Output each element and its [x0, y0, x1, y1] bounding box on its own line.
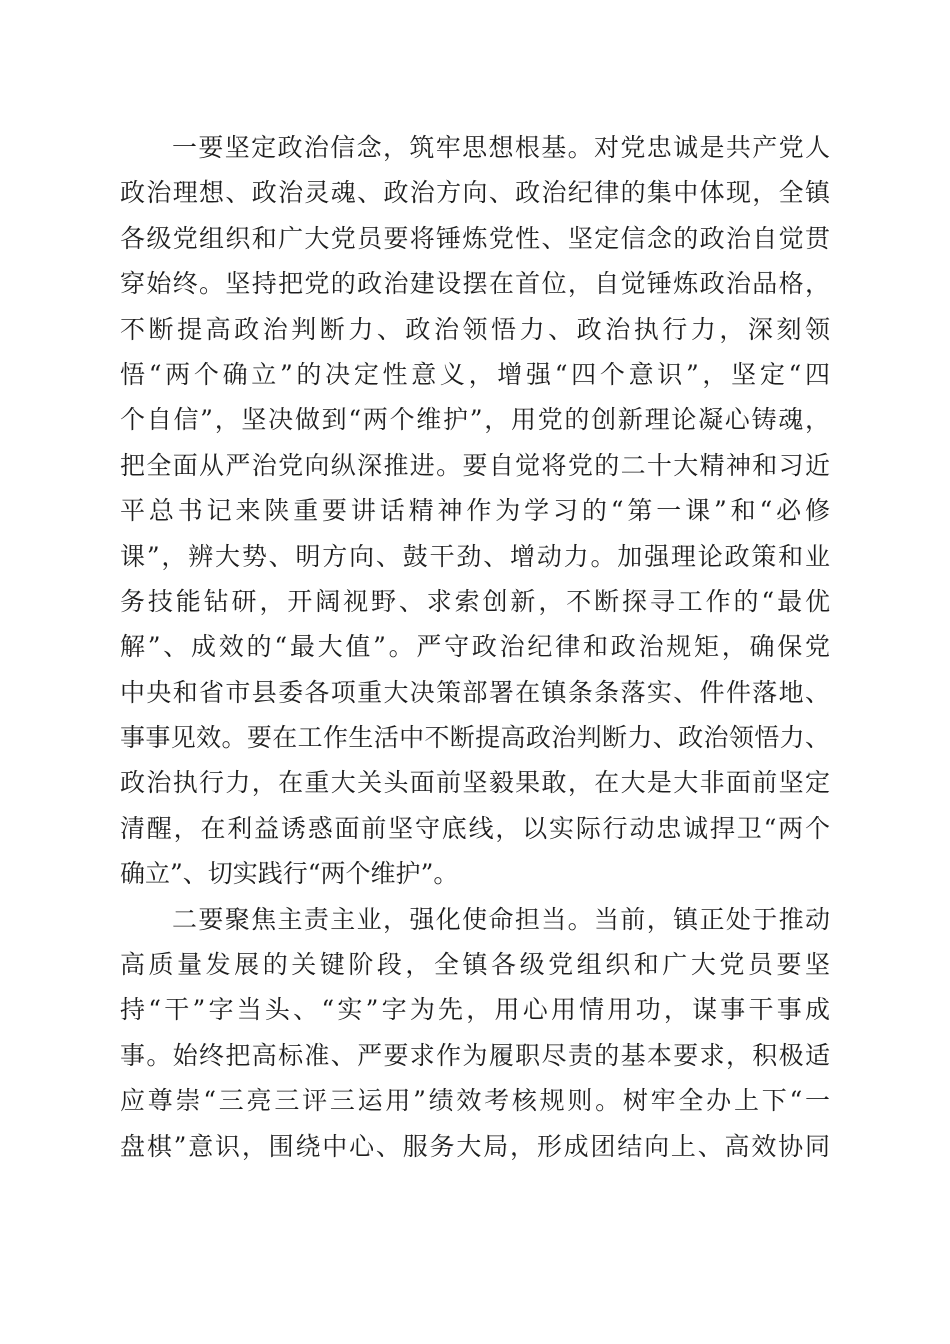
paragraph-line: 悟“两个确立”的决定性意义，增强“四个意识”，坚定“四 — [120, 359, 830, 389]
paragraph-line: 各级党组织和广大党员要将锤炼党性、坚定信念的政治自觉贯 — [120, 223, 830, 253]
paragraph-line: 不断提高政治判断力、政治领悟力、政治执行力，深刻领 — [120, 314, 830, 344]
paragraph-2 — [120, 897, 830, 1169]
paragraph-line: 事事见效。要在工作生活中不断提高政治判断力、政治领悟力、 — [120, 723, 830, 753]
paragraph-line: 政治理想、政治灵魂、政治方向、政治纪律的集中体现，全镇 — [120, 178, 830, 208]
paragraph-line: 一要坚定政治信念，筑牢思想根基。对党忠诚是共产党人 — [172, 133, 830, 162]
paragraph-line: 确立”、切实践行“两个维护”。 — [120, 859, 459, 889]
paragraph-line: 应尊崇“三亮三评三运用”绩效考核规则。树牢全办上下“一 — [120, 1086, 830, 1116]
paragraph-line: 课”，辨大势、明方向、鼓干劲、增动力。加强理论政策和业 — [120, 541, 830, 571]
paragraph-line: 清醒，在利益诱惑面前坚守底线，以实际行动忠诚捍卫“两个 — [120, 813, 830, 843]
paragraph-line: 持“干”字当头、“实”字为先，用心用情用功，谋事干事成 — [120, 995, 830, 1025]
paragraph-line: 把全面从严治党向纵深推进。要自觉将党的二十大精神和习近 — [120, 450, 830, 480]
paragraph-line: 解”、成效的“最大值”。严守政治纪律和政治规矩，确保党 — [120, 632, 830, 662]
paragraph-line: 事。始终把高标准、严要求作为履职尽责的基本要求，积极适 — [120, 1040, 830, 1070]
paragraph-line: 中央和省市县委各项重大决策部署在镇条条落实、件件落地、 — [120, 677, 830, 707]
paragraph-line: 个自信”，坚决做到“两个维护”，用党的创新理论凝心铸魂， — [120, 405, 830, 435]
paragraph-line: 盘棋”意识，围绕中心、服务大局，形成团结向上、高效协同 — [120, 1131, 830, 1161]
paragraph-line: 务技能钻研，开阔视野、求索创新，不断探寻工作的“最优 — [120, 586, 830, 616]
paragraph-line: 政治执行力，在重大关头面前坚毅果敢，在大是大非面前坚定 — [120, 768, 830, 798]
paragraph-1 — [120, 125, 830, 897]
paragraph-line: 平总书记来陕重要讲话精神作为学习的“第一课”和“必修 — [120, 496, 830, 526]
paragraph-line: 穿始终。坚持把党的政治建设摆在首位，自觉锤炼政治品格， — [120, 269, 830, 299]
paragraph-line: 二要聚焦主责主业，强化使命担当。当前，镇正处于推动 — [172, 904, 830, 934]
paragraph-line: 高质量发展的关键阶段，全镇各级党组织和广大党员要坚 — [120, 950, 830, 980]
